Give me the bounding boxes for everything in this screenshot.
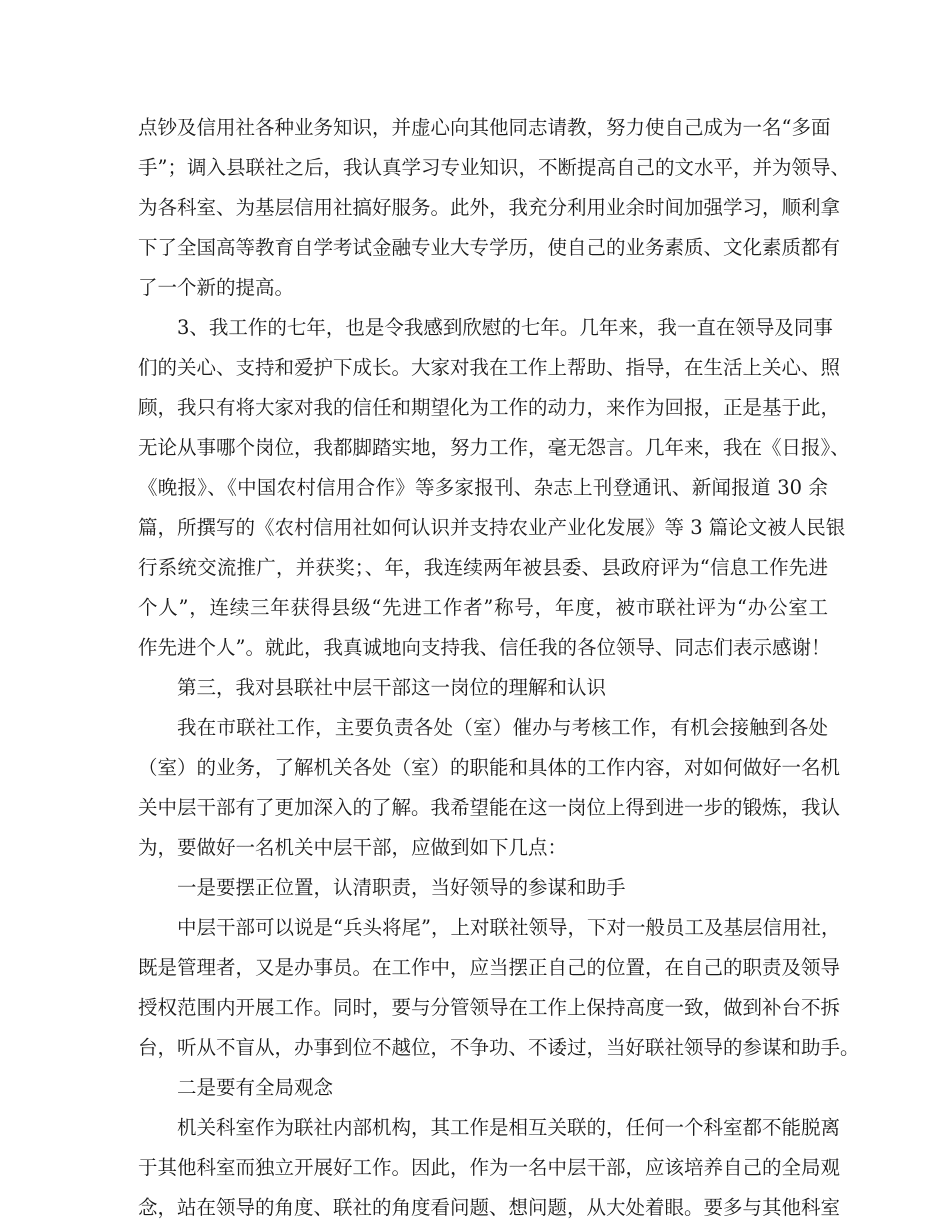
paragraph-line: 了一个新的提高。: [138, 276, 295, 299]
paragraph-line: 为各科室、为基层信用社搞好服务。此外，我充分利用业余时间加强学习，顺利拿: [138, 196, 841, 219]
paragraph-line: 行系统交流推广，并获奖；、年，我连续两年被县委、县政府评为“信息工作先进: [138, 556, 828, 579]
paragraph-line: 无论从事哪个岗位，我都脚踏实地，努力工作，毫无怨言。几年来，我在《日报》、: [138, 436, 850, 459]
paragraph-line: 中层干部可以说是“兵头将尾”，上对联社领导，下对一般员工及基层信用社，: [177, 916, 841, 939]
paragraph-line: 点钞及信用社各种业务知识，并虚心向其他同志请教，努力使自己成为一名“多面: [138, 116, 831, 139]
paragraph-line: 《晚报》、《中国农村信用合作》等多家报刊、杂志上刊登通讯、新闻报道 30 余: [138, 476, 828, 499]
section-heading: 第三，我对县联社中层干部这一岗位的理解和认识: [177, 676, 607, 699]
paragraph-line: 们的关心、支持和爱护下成长。大家对我在工作上帮助、指导，在生活上关心、照: [138, 356, 841, 379]
paragraph-line: 3、我工作的七年，也是令我感到欣慰的七年。几年来，我一直在领导及同事: [177, 316, 833, 339]
paragraph-line: 为，要做好一名机关中层干部，应做到如下几点：: [138, 836, 568, 859]
paragraph-line: 个人”，连续三年获得县级“先进工作者”称号，年度，被市联社评为“办公室工: [138, 596, 828, 619]
paragraph-line: 篇，所撰写的《农村信用社如何认识并支持农业产业化发展》等 3 篇论文被人民银: [138, 516, 846, 539]
paragraph-line: 作先进个人”。就此，我真诚地向支持我、信任我的各位领导、同志们表示感谢！: [138, 636, 831, 659]
paragraph-line: 台，听从不盲从，办事到位不越位，不争功、不诿过，当好联社领导的参谋和助手。: [138, 1036, 860, 1059]
subsection-heading: 二是要有全局观念: [177, 1076, 334, 1099]
paragraph-line: 下了全国高等教育自学考试金融专业大专学历，使自己的业务素质、文化素质都有: [138, 236, 841, 259]
paragraph-line: 我在市联社工作，主要负责各处（室）催办与考核工作，有机会接触到各处: [177, 716, 828, 739]
paragraph-line: 授权范围内开展工作。同时，要与分管领导在工作上保持高度一致，做到补台不拆: [138, 996, 841, 1019]
paragraph-line: 手”；调入县联社之后，我认真学习专业知识，不断提高自己的文水平，并为领导、: [138, 156, 850, 179]
paragraph-line: （室）的业务，了解机关各处（室）的职能和具体的工作内容，对如何做好一名机: [138, 756, 841, 779]
paragraph-line: 关中层干部有了更加深入的了解。我希望能在这一岗位上得到进一步的锻炼，我认: [138, 796, 841, 819]
paragraph-line: 于其他科室而独立开展好工作。因此，作为一名中层干部，应该培养自己的全局观: [138, 1156, 841, 1179]
paragraph-line: 既是管理者，又是办事员。在工作中，应当摆正自己的位置，在自己的职责及领导: [138, 956, 841, 979]
paragraph-line: 机关科室作为联社内部机构，其工作是相互关联的，任何一个科室都不能脱离: [177, 1116, 841, 1139]
paragraph-line: 顾，我只有将大家对我的信任和期望化为工作的动力，来作为回报，正是基于此，: [138, 396, 841, 419]
paragraph-line: 念，站在领导的角度、联社的角度看问题、想问题，从大处着眼。要多与其他科室: [138, 1196, 841, 1219]
subsection-heading: 一是要摆正位置，认清职责，当好领导的参谋和助手: [177, 876, 626, 899]
